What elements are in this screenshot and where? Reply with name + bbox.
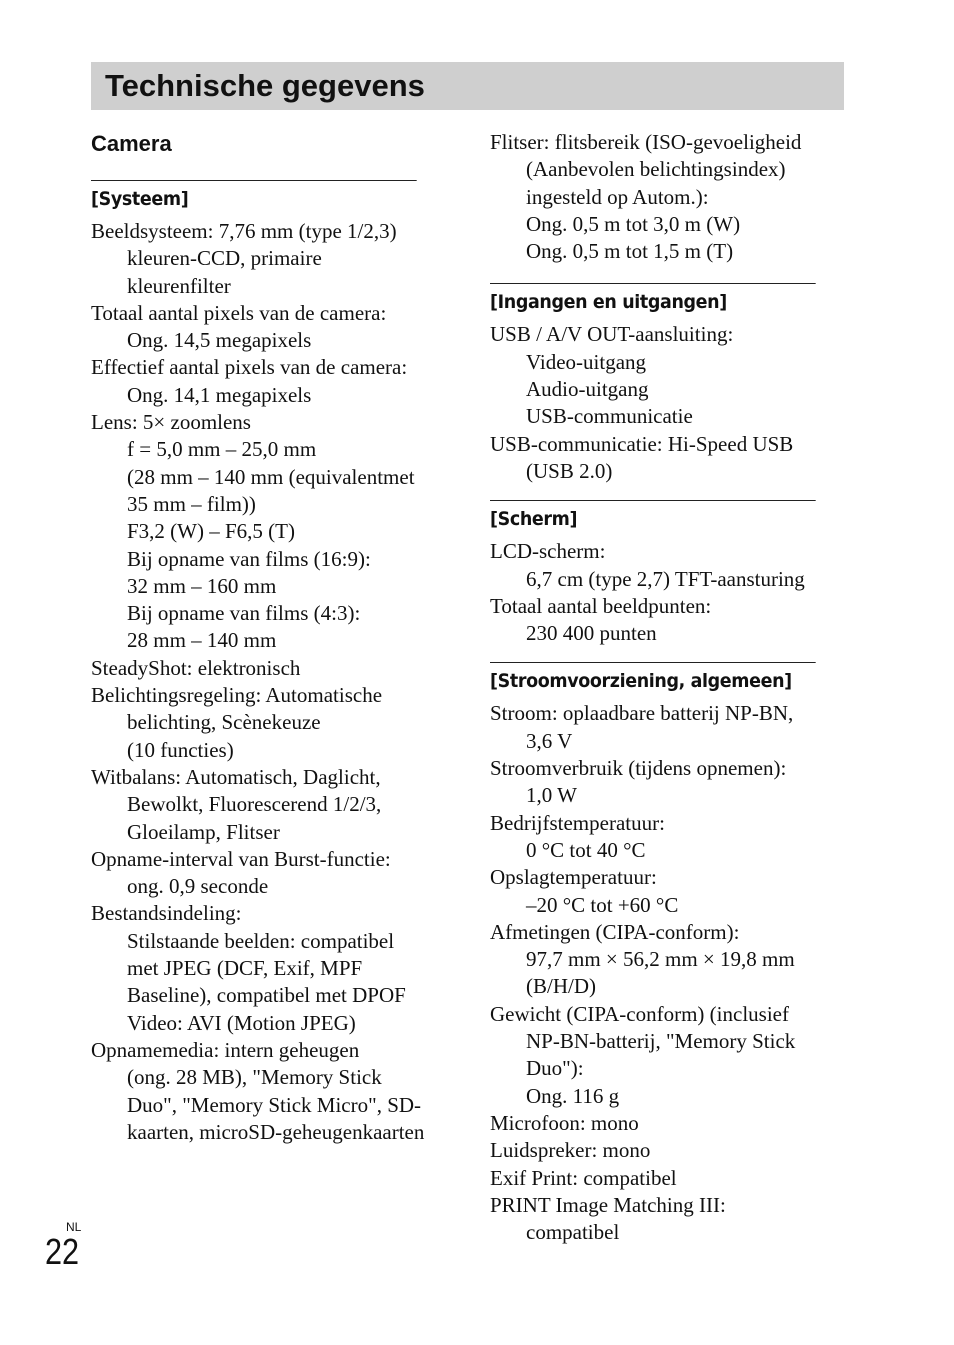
spec-line: kleurenfilter <box>127 273 231 298</box>
spec-line: Bij opname van films (4:3): <box>127 601 361 626</box>
spec-line: Stroomverbruik (tijdens opnemen): <box>490 756 787 781</box>
spec-section <box>91 180 445 1146</box>
spec-line: USB-communicatie <box>526 404 693 429</box>
spec-line: 3,6 V <box>526 728 573 753</box>
spec-line: belichting, Scènekeuze <box>127 710 321 735</box>
spec-line: 6,7 cm (type 2,7) TFT-aansturing <box>526 566 805 591</box>
page-title: Technische gegevens <box>105 68 425 103</box>
spec-line: compatibel <box>526 1220 620 1245</box>
spec-line: 230 400 punten <box>526 621 657 646</box>
section-heading: [Stroomvoorziening, algemeen] <box>490 662 816 696</box>
spec-line: Luidspreker: mono <box>490 1138 651 1163</box>
spec-section <box>490 500 844 647</box>
spec-line: Belichtingsregeling: Automatische <box>91 683 383 708</box>
category-heading: Camera <box>91 131 172 156</box>
spec-line: (B/H/D) <box>526 974 596 999</box>
spec-line: Witbalans: Automatisch, Daglicht, <box>91 764 381 789</box>
spec-line: Ong. 14,1 megapixels <box>127 382 312 407</box>
page-number: 22 <box>45 1231 80 1272</box>
spec-line: ingesteld op Autom.): <box>526 184 709 209</box>
spec-line: 35 mm – film)) <box>127 491 256 516</box>
spec-line: f = 5,0 mm – 25,0 mm <box>127 437 317 462</box>
spec-line: 1,0 W <box>526 783 577 808</box>
spec-line: Ong. 0,5 m tot 3,0 m (W) <box>526 211 741 236</box>
language-code: NL <box>66 1220 82 1234</box>
left-column <box>91 128 445 1146</box>
spec-line: Effectief aantal pixels van de camera: <box>91 355 408 380</box>
spec-line: Beeldsysteem: 7,76 mm (type 1/2,3) <box>91 219 397 243</box>
spec-line: Baseline), compatibel met DPOF <box>127 983 406 1008</box>
spec-line: Flitser: flitsbereik (ISO-gevoeligheid <box>490 130 802 154</box>
spec-line: Duo"): <box>526 1056 584 1081</box>
spec-line: Bestandsindeling: <box>91 901 242 926</box>
spec-line: PRINT Image Matching III: <box>490 1192 726 1217</box>
spec-line: 32 mm – 160 mm <box>127 573 277 598</box>
spec-section <box>490 662 844 1246</box>
spec-line: Ong. 14,5 megapixels <box>127 328 312 353</box>
spec-line: kleuren-CCD, primaire <box>127 246 322 271</box>
spec-line: Opnamemedia: intern geheugen <box>91 1037 360 1062</box>
spec-line: Duo", "Memory Stick Micro", SD- <box>127 1092 422 1117</box>
title-bar <box>91 62 844 110</box>
spec-line: kaarten, microSD-geheugenkaarten <box>127 1119 425 1144</box>
spec-line: NP-BN-batterij, "Memory Stick <box>526 1029 796 1054</box>
right-column <box>490 128 844 1246</box>
section-heading: [Scherm] <box>490 500 816 534</box>
spec-line: Bij opname van films (16:9): <box>127 546 371 571</box>
spec-line: Opname-interval van Burst-functie: <box>91 846 391 871</box>
spec-line: 97,7 mm × 56,2 mm × 19,8 mm <box>526 947 795 972</box>
spec-line: Bedrijfstemperatuur: <box>490 810 665 835</box>
section-heading: [Ingangen en uitgangen] <box>490 283 816 317</box>
spec-section <box>490 283 844 485</box>
spec-line: Totaal aantal beeldpunten: <box>490 593 712 618</box>
spec-line: 28 mm – 140 mm <box>127 628 277 653</box>
spec-line: (Aanbevolen belichtingsindex) <box>526 157 786 182</box>
spec-line: SteadyShot: elektronisch <box>91 655 301 680</box>
spec-line: LCD-scherm: <box>490 539 606 564</box>
spec-line: Ong. 0,5 m tot 1,5 m (T) <box>526 239 734 264</box>
spec-line: Gloeilamp, Flitser <box>127 819 280 844</box>
spec-line: Lens: 5× zoomlens <box>91 410 251 435</box>
section-heading: [Systeem] <box>91 180 417 214</box>
spec-line: (28 mm – 140 mm (equivalentmet <box>127 464 415 489</box>
spec-line: Bewolkt, Fluorescerend 1/2/3, <box>127 792 382 817</box>
spec-line: Video: AVI (Motion JPEG) <box>127 1010 356 1035</box>
spec-line: Gewicht (CIPA-conform) (inclusief <box>490 1001 789 1026</box>
spec-line: Microfoon: mono <box>490 1110 639 1135</box>
spec-line: Audio-uitgang <box>526 377 649 402</box>
spec-line: USB / A/V OUT-aansluiting: <box>490 322 734 347</box>
spec-line: (10 functies) <box>127 737 234 762</box>
spec-line: Stroom: oplaadbare batterij NP-BN, <box>490 701 794 726</box>
spec-line: Exif Print: compatibel <box>490 1165 677 1190</box>
spec-line: Video-uitgang <box>526 349 647 374</box>
spec-line: Ong. 116 g <box>526 1083 620 1108</box>
spec-line: (ong. 28 MB), "Memory Stick <box>127 1065 382 1090</box>
spec-line: 0 °C tot 40 °C <box>526 837 646 862</box>
spec-line: Stilstaande beelden: compatibel <box>127 928 395 953</box>
spec-line: ong. 0,9 seconde <box>127 874 269 899</box>
spec-line: –20 °C tot +60 °C <box>526 892 679 917</box>
spec-line: F3,2 (W) – F6,5 (T) <box>127 519 295 544</box>
spec-line: USB-communicatie: Hi-Speed USB <box>490 431 794 456</box>
spec-line: met JPEG (DCF, Exif, MPF <box>127 956 363 981</box>
spec-line: (USB 2.0) <box>526 458 613 483</box>
flash-spec <box>490 129 844 265</box>
spec-line: Afmetingen (CIPA-conform): <box>490 919 740 944</box>
spec-line: Totaal aantal pixels van de camera: <box>91 300 387 325</box>
spec-line: Opslagtemperatuur: <box>490 865 657 890</box>
